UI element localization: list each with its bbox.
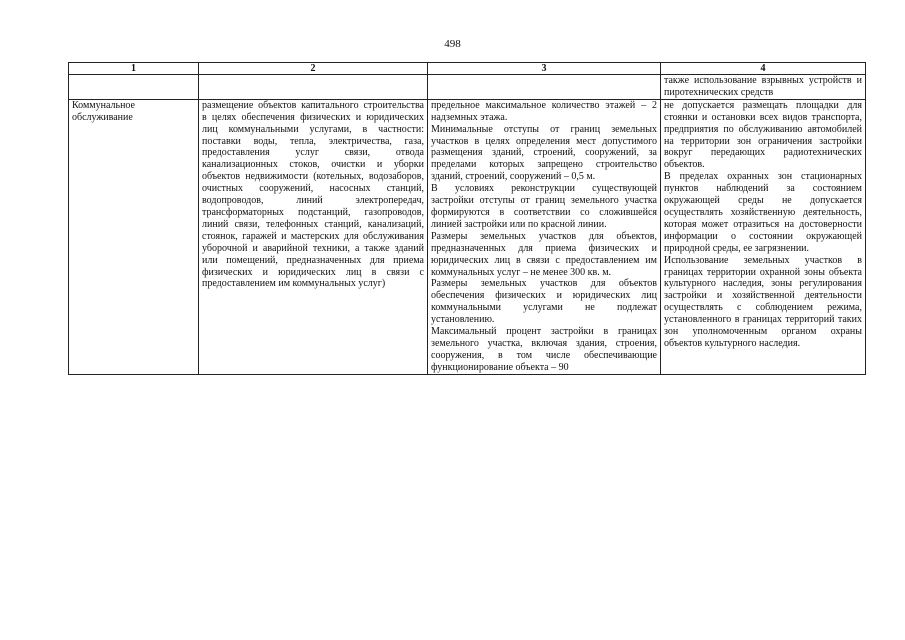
table-row-communal-services (69, 99, 866, 374)
parameter-paragraph: В условиях реконструкции существующей застройки отступы от границ земельного участка формируются в соответствии со сложившейся линией застройки или по красной линии. (431, 183, 657, 230)
column-header-4: 4 (661, 63, 866, 75)
parameter-paragraph: Минимальные отступы от границ земельных участков в целях определения мест допустимого размещения зданий, строений, сооружений, за пределами которых запрещено строительство зданий, строений, сооружений – 0,5 м. (431, 123, 657, 183)
table-header-row (69, 63, 866, 75)
cell-parameters (428, 99, 661, 374)
cell-land-use-description: размещение объектов капитального строительства в целях обеспечения физических и юридических лиц коммунальными услугами, в частности: поставки воды, тепла, электричества, газа, предоставления услуг связи, отвода канализационных стоков, очистки и уборки объектов недвижимости (котельных, водозаборов, очистных сооружений, насосных станций, водопроводов, линий электропередач, трансформаторных подстанций, газопроводов, линий связи, телефонных станций, канализаций, стоянок, гаражей и мастерских для обслуживания уборочной и аварийной техники, а также зданий или помещений, предназначенных для приема физических и юридических лиц в связи с предоставлением им коммунальных услуг) (199, 99, 428, 374)
cell-continuation-col2 (199, 75, 428, 100)
cell-continuation-col4: также использование взрывных устройств и пиротехнических средств (661, 75, 866, 100)
cell-restrictions (661, 99, 866, 374)
cell-land-use-type: Коммунальное обслуживание (69, 99, 199, 374)
regulations-table (68, 62, 866, 375)
page-number: 498 (444, 38, 461, 50)
cell-continuation-col1 (69, 75, 199, 100)
cell-continuation-col3 (428, 75, 661, 100)
parameter-paragraph: Размеры земельных участков для объектов, предназначенных для приема физических и юридических лиц в связи с предоставлением им коммунальных услуг – не менее 300 кв. м. (431, 230, 657, 278)
restriction-paragraph: Использование земельных участков в границах территории охранной зоны объекта культурного наследия, зоны регулирования застройки и хозяйственной деятельности осуществлять с соблюдением режима, установленного в границах территорий таких зон уполномоченным органом охраны объектов культурного наследия. (664, 254, 862, 349)
column-header-3: 3 (428, 63, 661, 75)
table-row-continuation (69, 75, 866, 100)
column-header-1: 1 (69, 63, 199, 75)
parameter-paragraph: предельное максимальное количество этажей – 2 надземных этажа. (431, 99, 657, 123)
restriction-paragraph: В пределах охранных зон стационарных пунктов наблюдений за состоянием окружающей среды не допускается осуществлять хозяйственную деятельность, которая может отразиться на достоверности информации о состоянии окружающей природной среды, ее загрязнении. (664, 171, 862, 254)
parameter-paragraph: Максимальный процент застройки в границах земельного участка, включая здания, строения, сооружения, в том числе обеспечивающие функционирование объекта – 90 (431, 326, 657, 373)
parameter-paragraph: Размеры земельных участков для объектов обеспечения физических и юридических лиц коммунальными услугами не подлежат установлению. (431, 278, 657, 326)
column-header-2: 2 (199, 63, 428, 75)
restriction-paragraph: не допускается размещать площадки для стоянки и остановки всех видов транспорта, предприятия по обслуживанию автомобилей на территории зон ограничения застройки вокруг передающих радиотехнических объектов. (664, 99, 862, 171)
